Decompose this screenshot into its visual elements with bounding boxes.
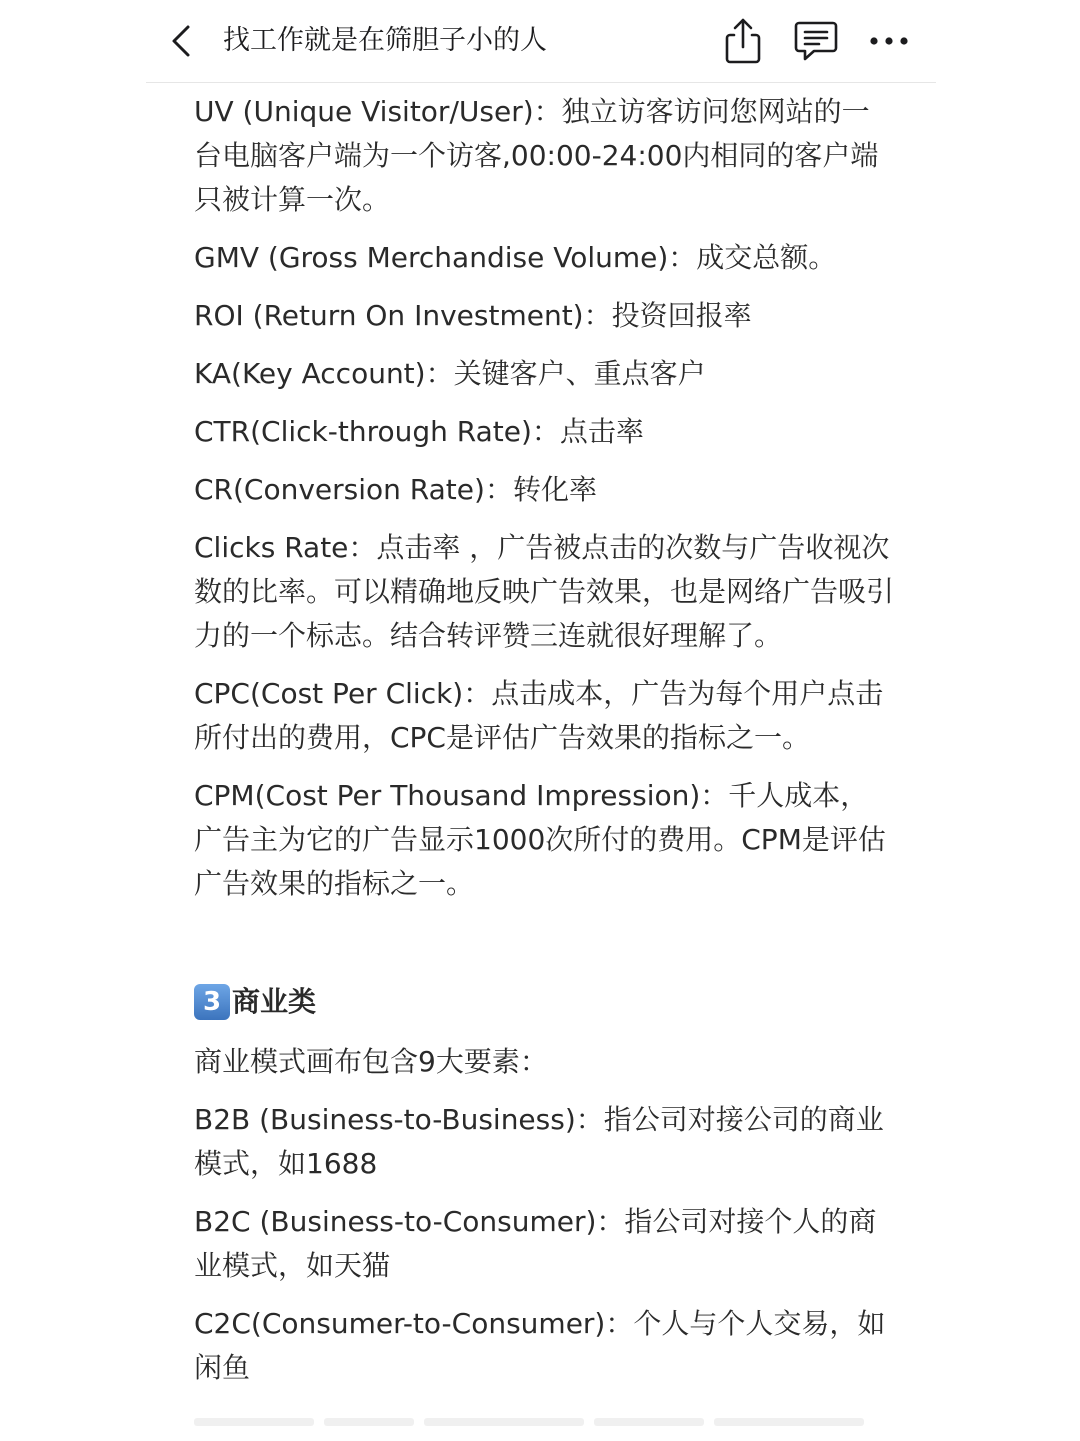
section-heading-business	[194, 980, 894, 1024]
back-button[interactable]	[164, 20, 198, 62]
term-clicks-rate: Clicks Rate：点击率 ，广告被点击的次数与广告收视次数的比率。可以精确地反映广告效果，也是网络广告吸引力的一个标志。结合转评赞三连就很好理解了。	[194, 531, 895, 652]
term-cr: CR(Conversion Rate)：转化率	[194, 473, 597, 506]
top-nav-bar	[146, 0, 936, 83]
page-title: 找工作就是在筛胆子小的人	[223, 25, 547, 56]
comment-button[interactable]	[789, 14, 843, 68]
business-canvas-intro: 商业模式画布包含9大要素：	[194, 1045, 548, 1078]
term-ctr: CTR(Click-through Rate)：点击率	[194, 415, 644, 448]
nav-actions	[697, 14, 916, 68]
share-icon	[723, 17, 763, 65]
term-b2b: B2B (Business-to-Business)：指公司对接公司的商业模式，如1688	[194, 1103, 884, 1180]
term-ka: KA(Key Account)：关键客户、重点客户	[194, 357, 706, 390]
term-cpc: CPC(Cost Per Click)：点击成本，广告为每个用户点击所付出的费用，CPC是评估广告效果的指标之一。	[194, 677, 884, 754]
more-button[interactable]	[862, 14, 916, 68]
term-cpm: CPM(Cost Per Thousand Impression)：千人成本，广告主为它的广告显示1000次所付的费用。CPM是评估广告效果的指标之一。	[194, 779, 886, 900]
term-uv: UV (Unique Visitor/User)：独立访客访问您网站的一台电脑客户端为一个访客,00:00-24:00内相同的客户端只被计算一次。	[194, 95, 879, 216]
cut-off-next-line	[194, 1418, 884, 1428]
term-c2c: C2C(Consumer-to-Consumer)：个人与个人交易，如闲鱼	[194, 1307, 886, 1384]
article-body	[194, 90, 894, 1404]
share-button[interactable]	[716, 14, 770, 68]
term-roi: ROI (Return On Investment)：投资回报率	[194, 299, 752, 332]
number-three-badge: 3	[194, 984, 230, 1020]
section-title: 商业类	[232, 985, 317, 1018]
more-icon	[869, 36, 909, 46]
term-b2c: B2C (Business-to-Consumer)：指公司对接个人的商业模式，如天猫	[194, 1205, 877, 1282]
comment-icon	[794, 19, 838, 63]
chevron-left-icon	[170, 24, 192, 58]
term-gmv: GMV (Gross Merchandise Volume)：成交总额。	[194, 241, 837, 274]
